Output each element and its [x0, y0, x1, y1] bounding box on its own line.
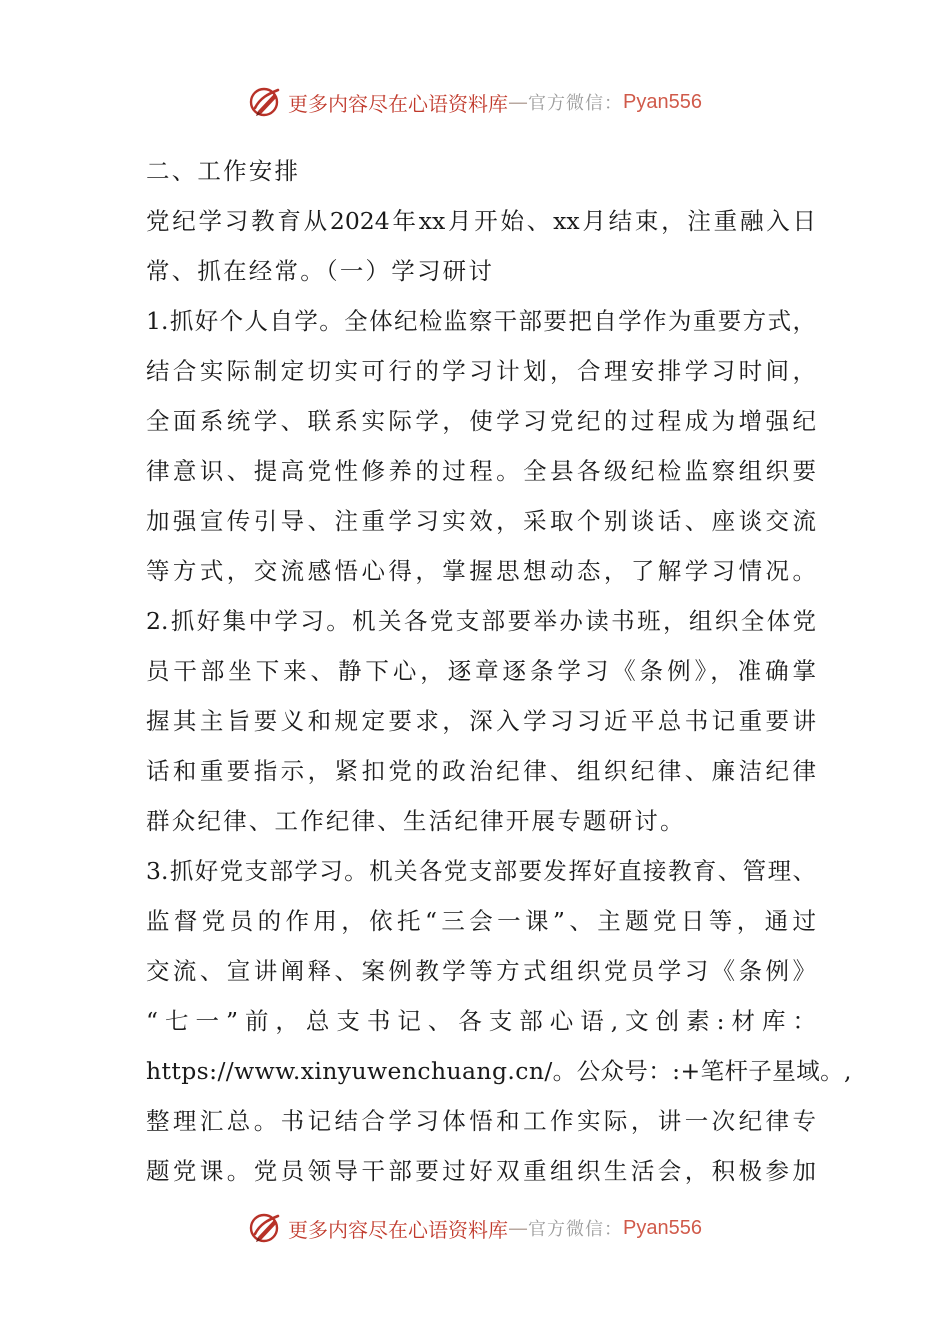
paragraph-line: 2.抓好集中学习。机关各党支部要举办读书班，组织全体党 [146, 607, 816, 635]
paragraph-line: 等方式，交流感悟心得，掌握思想动态，了解学习情况。 [146, 557, 816, 585]
paragraph-line: 监督党员的作用，依托“三会一课”、主题党日等，通过 [146, 907, 816, 935]
paragraph-line-url: https://www.xinyuwenchuang.cn/。公众号：:+笔杆子星域。, [146, 1057, 852, 1085]
paragraph-line: 律意识、提高党性修养的过程。全县各级纪检监察组织要 [146, 457, 816, 485]
paragraph-line: 员干部坐下来、静下心，逐章逐条学习《条例》，准确掌 [146, 657, 816, 685]
banner-wechat-id: Pyan556 [623, 90, 702, 113]
paragraph-line: 话和重要指示，紧扣党的政治纪律、组织纪律、廉洁纪律 [146, 757, 816, 785]
banner-wechat-label: 官方微信： [528, 93, 624, 114]
banner-wechat-label: 官方微信： [528, 1219, 624, 1240]
paragraph-line: 握其主旨要义和规定要求，深入学习习近平总书记重要讲 [146, 707, 816, 735]
banner-separator: — [508, 1216, 529, 1240]
paragraph-line: 党纪学习教育从2024年xx月开始、xx月结束，注重融入日 [146, 207, 816, 235]
paragraph-line: “七一”前，总支书记、各支部心语,文创素:材库： [146, 1007, 816, 1035]
paragraph-line: 整理汇总。书记结合学习体悟和工作实际，讲一次纪律专 [146, 1107, 816, 1135]
paragraph-line: 交流、宣讲阐释、案例教学等方式组织党员学习《条例》 [146, 957, 816, 985]
section-heading: 二、工作安排 [146, 157, 301, 185]
paragraph-line: 1.抓好个人自学。全体纪检监察干部要把自学作为重要方式， [146, 307, 816, 335]
paragraph-line: 加强宣传引导、注重学习实效，采取个别谈话、座谈交流 [146, 507, 816, 535]
footer-banner [0, 1208, 950, 1248]
pen-logo-icon [248, 84, 284, 120]
paragraph-line: 题党课。党员领导干部要过好双重组织生活会，积极参加 [146, 1157, 816, 1185]
header-banner [0, 82, 950, 122]
paragraph-line: 3.抓好党支部学习。机关各党支部要发挥好直接教育、管理、 [146, 857, 816, 885]
paragraph-line: 结合实际制定切实可行的学习计划，合理安排学习时间， [146, 357, 816, 385]
paragraph-line: 常、抓在经常。（一）学习研讨 [146, 257, 495, 285]
paragraph-line: 全面系统学、联系实际学，使学习党纪的过程成为增强纪 [146, 407, 816, 435]
paragraph-line: 群众纪律、工作纪律、生活纪律开展专题研讨。 [146, 807, 686, 835]
banner-title: 更多内容尽在心语资料库 [288, 1217, 509, 1242]
pen-logo-icon [248, 1210, 284, 1246]
banner-separator: — [508, 90, 529, 114]
banner-title: 更多内容尽在心语资料库 [288, 91, 509, 116]
document-body [146, 146, 852, 1196]
banner-wechat-id: Pyan556 [623, 1216, 702, 1239]
